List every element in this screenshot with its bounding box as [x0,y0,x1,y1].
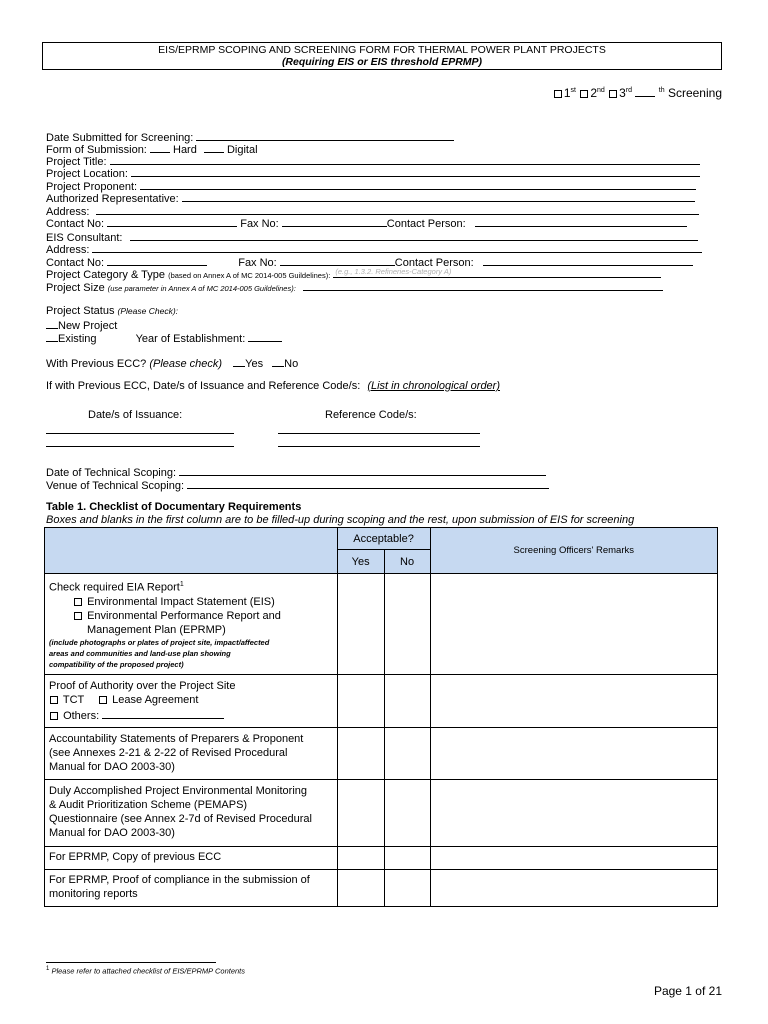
contact-no2-label: Contact No: [46,257,105,269]
new-project-blank[interactable] [46,317,58,329]
previous-ecc-label: With Previous ECC? [46,358,147,370]
eia-note-3: compatibility of the proposed project) [49,659,184,669]
form-title: EIS/EPRMP SCOPING AND SCREENING FORM FOR THERMAL POWER PLANT PROJECTS [158,44,606,56]
pemaps-cell [45,779,338,846]
footnote-number: 1 [46,966,50,972]
pemaps-line-4: Manual for DAO 2003-30) [49,826,175,839]
eia-note-2: areas and communities and land-use plan showing [49,648,231,658]
second-screening-checkbox[interactable] [580,90,588,98]
new-project-label: New Project [58,320,118,332]
ecc-yes-blank[interactable] [233,355,245,367]
project-status-note: (Please Check): [117,306,179,316]
accountability-yes-cell[interactable] [337,727,384,779]
pemaps-remarks-cell[interactable] [430,779,717,846]
lease-label: Lease Agreement [112,693,199,706]
first-label: 1 [563,86,571,100]
address2-field[interactable] [92,241,702,253]
checklist-table [44,527,718,907]
eis-consultant-field[interactable] [130,229,698,241]
existing-label: Existing [58,333,97,345]
project-size-label: Project Size [46,282,105,294]
date-issuance-field-2[interactable] [46,446,234,447]
nth-sup: th [658,87,665,94]
second-sup: nd [597,87,605,94]
digital-label: Digital [226,144,258,156]
eis-option-label: Environmental Impact Statement (EIS) [87,595,275,608]
eprmp-checkbox[interactable] [74,612,82,620]
project-proponent-label: Project Proponent: [46,181,138,193]
compliance-remarks-cell[interactable] [430,869,717,906]
table-caption: Table 1. Checklist of Documentary Requirements [46,501,302,513]
eia-footnote-ref: 1 [179,581,184,588]
project-size-note: (use parameter in Annex A of MC 2014-005 Guildelines): [107,284,296,293]
second-label: 2 [590,86,598,100]
ecc-copy-no-cell[interactable] [384,846,430,869]
requirement-header [45,528,338,574]
pemaps-yes-cell[interactable] [337,779,384,846]
others-checkbox[interactable] [50,712,58,720]
accountability-line-1: Accountability Statements of Preparers & Proponent [49,732,304,745]
technical-date-label: Date of Technical Scoping: [46,467,177,479]
screening-label: Screening [667,86,722,100]
others-label: Others: [63,709,100,722]
fax-no-field[interactable] [282,215,387,227]
project-location-label: Project Location: [46,168,128,180]
project-size-field[interactable] [303,279,663,291]
table-row [45,846,718,869]
table-row [45,574,718,675]
date-submitted-label: Date Submitted for Screening: [46,132,194,144]
authorized-rep-label: Authorized Representative: [46,193,179,205]
compliance-line-2: monitoring reports [49,887,138,900]
eis-consultant-label: EIS Consultant: [46,232,123,244]
tct-checkbox[interactable] [50,696,58,704]
ecc-copy-remarks-cell[interactable] [430,846,717,869]
technical-date-field[interactable] [179,464,546,476]
third-screening-checkbox[interactable] [609,90,617,98]
ecc-copy-line-1: For EPRMP, Copy of previous ECC [49,850,222,863]
table-row [45,869,718,906]
project-title-label: Project Title: [46,156,107,168]
compliance-yes-cell[interactable] [337,869,384,906]
existing-blank[interactable] [46,330,58,342]
pemaps-no-cell[interactable] [384,779,430,846]
eia-remarks-cell[interactable] [430,574,717,675]
footnote [46,966,245,976]
project-proponent-field[interactable] [140,178,696,190]
eia-no-cell[interactable] [384,574,430,675]
year-established-label: Year of Establishment: [135,333,246,345]
form-title-box [42,42,722,70]
authority-title: Proof of Authority over the Project Site [49,679,236,692]
ecc-issuance-row [46,380,500,392]
table-row [45,727,718,779]
eprmp-option-label: Environmental Performance Report and [87,609,281,622]
technical-venue-field[interactable] [187,477,549,489]
third-label: 3 [619,86,626,100]
existing-row [46,330,282,345]
pemaps-line-3: Questionnaire (see Annex 2-7d of Revised Procedural [49,812,312,825]
project-category-label: Project Category & Type [46,269,166,281]
date-issuance-field-1[interactable] [46,433,234,434]
project-category-note: (based on Annex A of MC 2014-005 Guildelines): [168,271,331,280]
accountability-no-cell[interactable] [384,727,430,779]
compliance-cell [45,869,338,906]
lease-checkbox[interactable] [99,696,107,704]
form-subtitle: (Requiring EIS or EIS threshold EPRMP) [281,56,483,68]
technical-venue-row [46,477,549,492]
table-caption-note: Boxes and blanks in the first column are to be filled-up during scoping and the rest, upon submission of EIS for screening [46,514,635,526]
eprmp-option-label-cont: Management Plan (EPRMP) [87,623,226,636]
project-location-field[interactable] [131,165,700,177]
authority-no-cell[interactable] [384,674,430,727]
address2-label: Address: [46,244,90,256]
address-field[interactable] [96,203,699,215]
reference-code-field-1[interactable] [278,433,480,434]
contact-no-label: Contact No: [46,218,105,230]
page-number: Page 1 of 21 [653,984,722,998]
date-submitted-field[interactable] [196,129,454,141]
first-sup: st [570,87,576,94]
year-established-field[interactable] [248,330,282,342]
reference-code-field-2[interactable] [278,446,480,447]
ecc-issuance-label: If with Previous ECC, Date/s of Issuance and Reference Code/s: [46,380,361,392]
table-row [45,674,718,727]
hard-blank[interactable] [150,141,170,153]
ecc-no-blank[interactable] [272,355,284,367]
hard-label: Hard [173,144,197,156]
nth-screening-blank[interactable] [635,85,655,97]
contact-person-label: Contact Person: [386,218,466,230]
no-header: No [384,550,430,574]
third-sup: rd [625,87,633,94]
eia-report-title: Check required EIA Report [49,581,180,594]
authorized-rep-field[interactable] [182,190,695,202]
fax-no2-field[interactable] [280,254,395,266]
pemaps-line-2: & Audit Prioritization Scheme (PEMAPS) [49,798,248,811]
form-of-submission-label: Form of Submission: [46,144,147,156]
acceptable-header: Acceptable? [337,528,430,550]
table-row [45,779,718,846]
ecc-chrono-note: (List in chronological order) [367,380,500,392]
previous-ecc-row [46,355,298,370]
footnote-rule [46,962,216,963]
tct-label: TCT [62,693,85,706]
technical-venue-label: Venue of Technical Scoping: [46,480,185,492]
first-screening-checkbox[interactable] [554,90,562,98]
accountability-line-3: Manual for DAO 2003-30) [49,760,175,773]
address-label: Address: [46,206,90,218]
accountability-remarks-cell[interactable] [430,727,717,779]
pemaps-line-1: Duly Accomplished Project Environmental Monitoring [49,784,308,797]
project-status-row [46,305,178,317]
contact-no2-field[interactable] [107,254,207,266]
ecc-copy-cell [45,846,338,869]
yes-header: Yes [337,550,384,574]
digital-blank[interactable] [204,141,224,153]
project-status-label: Project Status [46,305,115,317]
contact-person-field[interactable] [475,215,687,227]
authority-remarks-cell[interactable] [430,674,717,727]
others-field[interactable] [102,707,224,719]
project-category-field[interactable] [333,266,661,278]
authority-yes-cell[interactable] [337,674,384,727]
remarks-header: Screening Officers' Remarks [430,528,717,574]
compliance-no-cell[interactable] [384,869,430,906]
previous-ecc-note: (Please check) [149,358,223,370]
ecc-yes-label: Yes [245,358,264,370]
authority-cell [45,674,338,727]
compliance-line-1: For EPRMP, Proof of compliance in the submission of [49,873,310,886]
footnote-text: Please refer to attached checklist of EIS/EPRMP Contents [51,966,246,976]
project-title-field[interactable] [110,153,700,165]
ecc-copy-yes-cell[interactable] [337,846,384,869]
dates-issuance-label: Date/s of Issuance: [88,409,183,421]
project-size-row [46,279,663,295]
contact-person2-label: Contact Person: [394,257,474,269]
fax-no2-label: Fax No: [238,257,277,269]
ecc-no-label: No [284,358,299,370]
eia-report-cell [45,574,338,675]
reference-code-label: Reference Code/s: [325,409,417,421]
screening-selector [553,85,722,100]
contact-no-field[interactable] [107,215,237,227]
fax-no-label: Fax No: [240,218,279,230]
eia-yes-cell[interactable] [337,574,384,675]
contact-row [46,215,687,230]
project-category-hint: (e.g., 1.3.2. Refineries-Category A) [335,267,452,276]
accountability-line-2: (see Annexes 2-21 & 2-22 of Revised Procedural [49,746,288,759]
eis-checkbox[interactable] [74,598,82,606]
eia-note-1: (include photographs or plates of project site, impact/affected [49,637,270,647]
accountability-cell [45,727,338,779]
contact-person2-field[interactable] [483,254,693,266]
